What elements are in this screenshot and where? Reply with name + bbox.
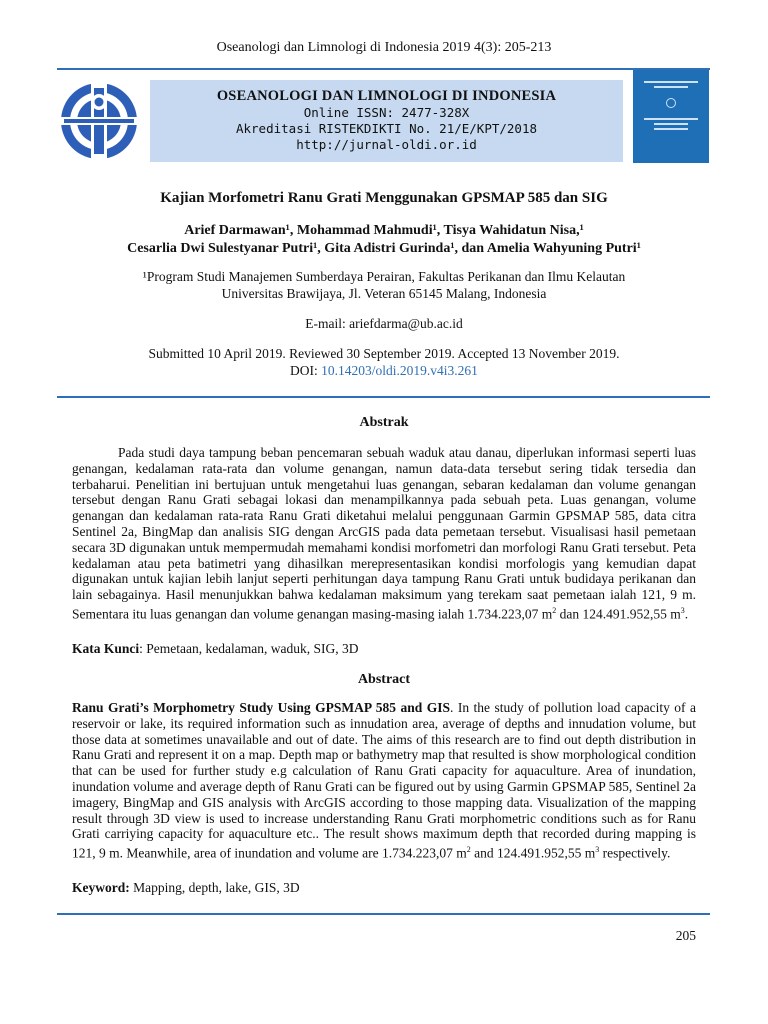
submission-dates: Submitted 10 April 2019. Reviewed 30 September 2019. Accepted 13 November 2019. [148, 346, 620, 361]
journal-cover-thumbnail [633, 70, 709, 163]
author-email[interactable]: E-mail: ariefdarma@ub.ac.id [305, 316, 463, 331]
footer-divider [57, 913, 710, 915]
authors-line-1: Arief Darmawan¹, Mohammad Mahmudi¹, Tisya Wahidatun Nisa,¹ [184, 223, 584, 238]
affiliation [0, 268, 768, 302]
abstrak-heading: Abstrak [359, 415, 409, 430]
article-title: Kajian Morfometri Ranu Grati Menggunakan GPSMAP 585 dan SIG [160, 190, 608, 206]
doi-label: DOI: [290, 363, 322, 378]
keywords-label: Keyword: [72, 880, 130, 895]
header-divider [57, 68, 710, 70]
issn: Online ISSN: 2477-328X [303, 105, 470, 120]
journal-name: OSEANOLOGI DAN LIMNOLOGI DI INDONESIA [216, 88, 557, 104]
author-list [0, 222, 768, 258]
accreditation: Akreditasi RISTEKDIKTI No. 21/E/KPT/2018 [235, 121, 538, 136]
section-divider [57, 396, 710, 398]
abstract-body: Ranu Grati’s Morphometry Study Using GPSMAP 585 and GIS. In the study of pollution load capacity of a reservoir or lake, its required information such as innudation area, average of depths and innudation volume, but those data at sometimes unavailable and out of date. The aims of this research are to find out depth distribution in Ranu Grati and represent it on a map. Depth map or bathymetry map that resulted is show morphological condition that can be used for further study e.g calculation of Ranu Grati capacity for aquaculture. Area of inundation, inundation volume and average depth of Ranu Grati can be figured out by using Garmin GPSMAP 585, Sentinel 2a imagery, BingMap and GIS analysis with ArcGIS according to those mapping data. Visualization of the mapping result through 3D view is used to increase understanding Ranu Grati morphometric conditions such as for Ranu Grati carriying capacity for aquaculture etc.. The result shows maximum depth that recorded during mapping is 121, 9 m. Meanwhile, area of inundation and volume are 1.734.223,07 $m^2$ and 124.491.952,55 $m^3$ respectively. [72, 700, 696, 861]
journal-url[interactable]: http://jurnal-oldi.or.id [296, 137, 477, 152]
authors-line-2: Cesarlia Dwi Sulestyanar Putri¹, Gita Adistri Gurinda¹, dan Amelia Wahyuning Putri¹ [127, 241, 641, 256]
doi-link[interactable]: 10.14203/oldi.2019.v4i3.261 [321, 363, 478, 378]
abstract-heading: Abstract [357, 672, 411, 687]
article-dates [0, 345, 768, 379]
kata-kunci-values: : Pemetaan, kedalaman, waduk, SIG, 3D [139, 641, 359, 656]
lipi-logo-icon [58, 80, 140, 162]
keywords-values: Mapping, depth, lake, GIS, 3D [129, 880, 300, 895]
journal-masthead [150, 80, 623, 162]
affiliation-line-1: ¹Program Studi Manajemen Sumberdaya Perairan, Fakultas Perikanan dan Ilmu Kelautan [142, 269, 626, 284]
abstract-lead-title: Ranu Grati’s Morphometry Study Using GPSMAP 585 and GIS [72, 700, 450, 715]
page-number: 205 [675, 928, 696, 943]
kata-kunci-label: Kata Kunci [72, 641, 140, 656]
affiliation-line-2: Universitas Brawijaya, Jl. Veteran 65145 Malang, Indonesia [221, 286, 547, 301]
kata-kunci [72, 641, 696, 657]
abstrak-body: Pada studi daya tampung beban pencemaran sebuah waduk atau danau, diperlukan informasi seperti luas genangan, kedalaman rata-rata dan volume genangan, namun data-data tersebut sering tidak tersedia dan terbaharui. Penelitian ini bertujuan untuk mengetahui luas genangan, sebaran kedalaman dan volume genangan tersebut dengan Ranu Grati sebagai lokasi dan menampilkannya pada sebuah peta. Luas genangan, volume genangan dan kedalaman rata-rata Ranu Grati diketahui melalui penggunaan Garmin GPSMAP 585, data citra Sentinel 2a, BingMap dan analisis SIG dengan ArcGIS pada data pemetaan tersebut. Visualisasi hasil pemetaan secara 3D digunakan untuk mempermudah memahami kondisi morfometri dan morfologi Ranu Grati tersebut. Peta kedalaman atau peta batimetri yang dihasilkan merepresentasikan kondisi morfologis yang kemudian dapat digunakan untuk kajian lebih lanjut seperti perhitungan daya tampung Ranu Grati untuk budidaya perikanan dan lain sebagainya. Hasil menunjukkan bahwa kedalaman maksimum yang terekam saat pemetaan ialah 121, 9 m. Sementara itu luas genangan dan volume genangan masing-masing ialah 1.734.223,07 $m^2$ dan 124.491.952,55 $m^3$. [72, 445, 696, 622]
keywords [72, 880, 696, 896]
running-head: Oseanologi dan Limnologi di Indonesia 2019 4(3): 205-213 [216, 40, 552, 55]
doi-line [0, 362, 768, 379]
